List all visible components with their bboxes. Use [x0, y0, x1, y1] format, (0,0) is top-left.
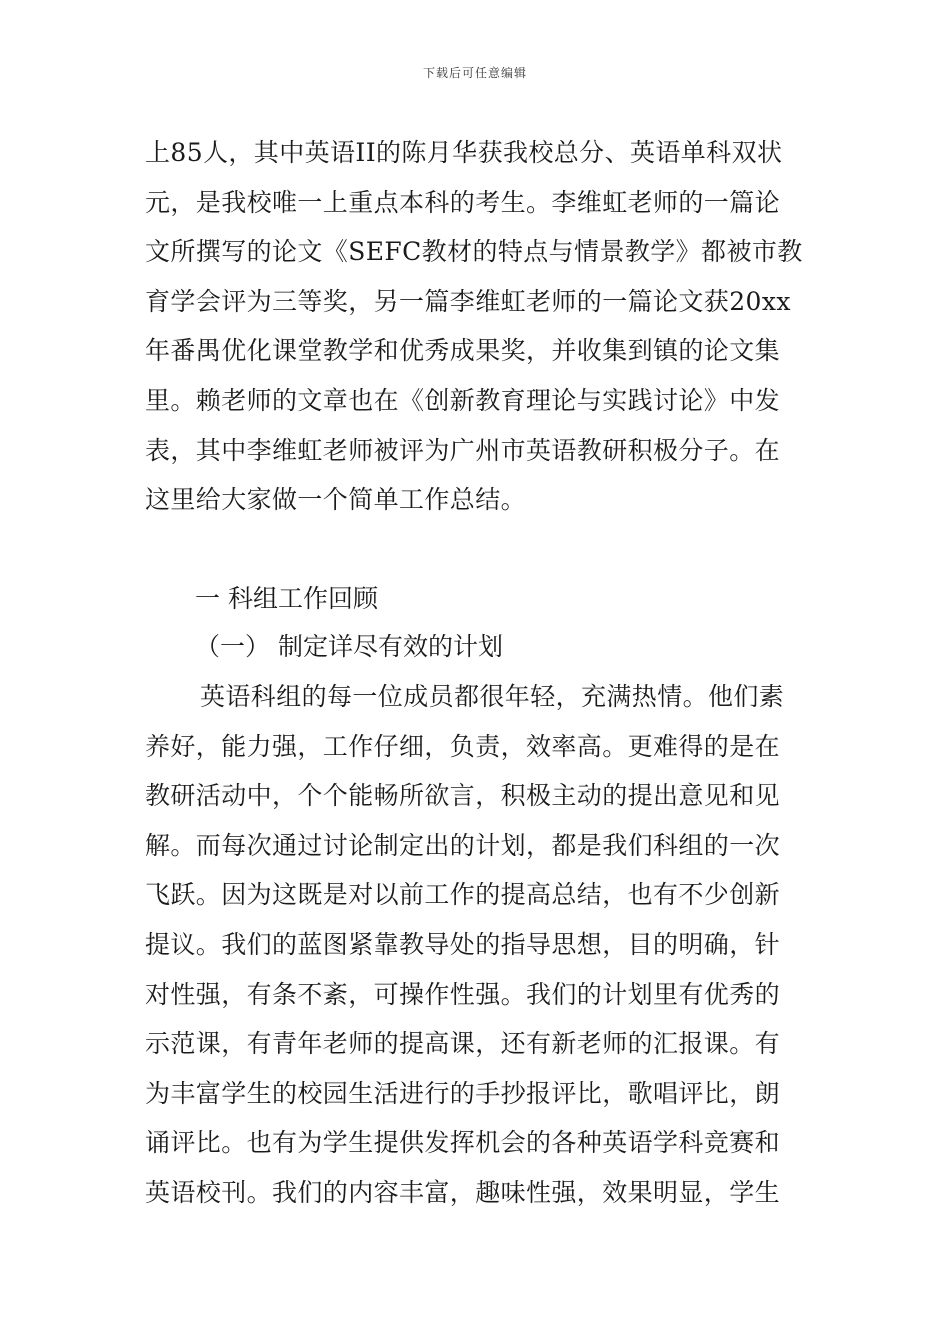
text-line: 提议。我们的蓝图紧靠教导处的指导思想，目的明确，针 — [145, 929, 781, 959]
text-line: 养好，能力强，工作仔细，负责，效率高。更难得的是在 — [145, 731, 781, 761]
text-line: 英语科组的每一位成员都很年轻，充满热情。他们素 — [200, 682, 785, 711]
text-line: 年番禺优化课堂教学和优秀成果奖，并收集到镇的论文集 — [145, 336, 781, 366]
text-line: 里。赖老师的文章也在《创新教育理论与实践讨论》中发 — [145, 385, 781, 415]
intro-paragraph — [145, 128, 810, 525]
page-header: 下载后可任意编辑 — [422, 66, 527, 80]
text-line: 为丰富学生的校园生活进行的手抄报评比，歌唱评比，朗 — [145, 1078, 781, 1108]
text-line: 育学会评为三等奖，另一篇李维虹老师的一篇论文获20xx — [145, 286, 791, 316]
text-line: 解。而每次通过讨论制定出的计划，都是我们科组的一次 — [145, 830, 781, 860]
text-line: 这里给大家做一个简单工作总结。 — [145, 485, 527, 515]
text-line: 对性强，有条不紊，可操作性强。我们的计划里有优秀的 — [145, 979, 781, 1009]
text-line: 文所撰写的论文《SEFC教材的特点与情景教学》都被市教 — [145, 237, 803, 267]
text-line: 上85人，其中英语II的陈月华获我校总分、英语单科双状 — [145, 138, 783, 167]
subsection-heading: （一） 制定详尽有效的计划 — [195, 632, 503, 661]
section-heading: 一 科组工作回顾 — [195, 584, 378, 613]
text-line: 示范课，有青年老师的提高课，还有新老师的汇报课。有 — [145, 1029, 781, 1059]
body-paragraph — [145, 672, 810, 1218]
text-line: 英语校刊。我们的内容丰富，趣味性强，效果明显，学生 — [145, 1177, 781, 1207]
text-line: 诵评比。也有为学生提供发挥机会的各种英语学科竞赛和 — [145, 1128, 781, 1158]
text-line: 表，其中李维虹老师被评为广州市英语教研积极分子。在 — [145, 435, 781, 465]
text-line: 元，是我校唯一上重点本科的考生。李维虹老师的一篇论 — [145, 187, 781, 217]
text-line: 教研活动中，个个能畅所欲言，积极主动的提出意见和见 — [145, 781, 781, 811]
text-line: 飞跃。因为这既是对以前工作的提高总结，也有不少创新 — [145, 880, 781, 910]
